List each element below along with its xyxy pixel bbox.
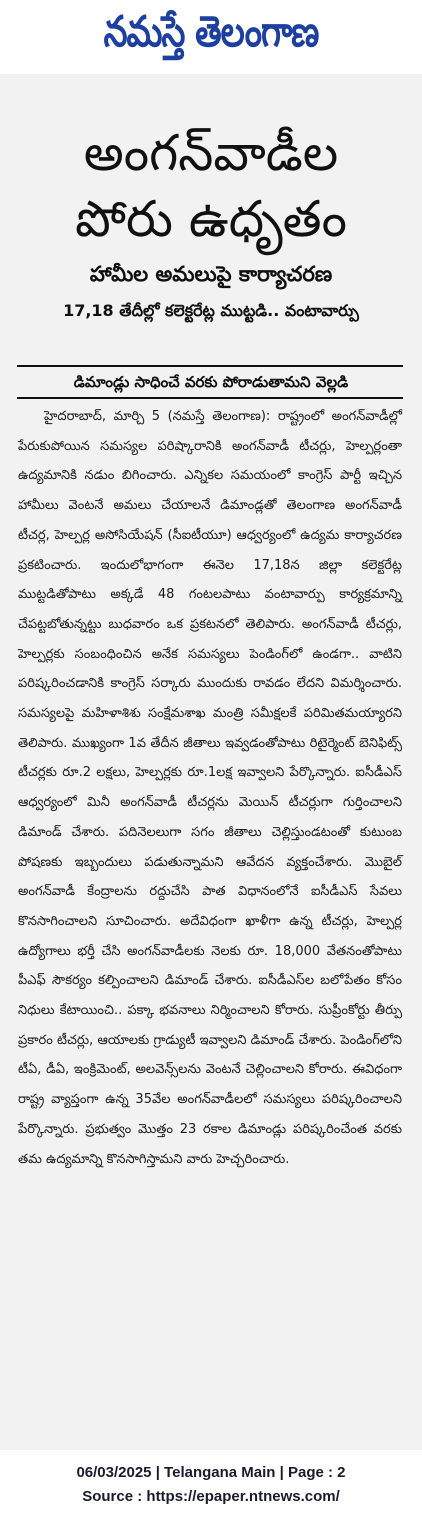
headline-line-2: పోరు ఉధృతం (75, 190, 347, 248)
subheadline-3: డిమాండ్లు సాధించే వరకు పోరాడుతామని వెల్లడి (73, 373, 349, 391)
footer-source-link[interactable]: Source : https://epaper.ntnews.com/ (82, 1488, 340, 1505)
divider-bottom (17, 397, 403, 399)
headline-line-1: అంగన్‌వాడీల (83, 124, 339, 182)
article-header (0, 120, 422, 328)
divider-top (17, 365, 403, 367)
article-body: హైదరాబాద్, మార్చి 5 (నమస్తే తెలంగాణ): రాష్ట్రంలో అంగన్‌వాడీల్లో పేరుకుపోయిన సమస్యల పరిష్కారానికి అంగన్‌వాడీ టీచర్లు, హెల్పర్లంతా ఉద్యమానికి నడుం బిగించారు. ఎన్నికల సమయంలో కాంగ్రెస్ పార్టీ ఇచ్చిన హామీలు వెంటనే అమలు చేయాలనే డిమాండ్లతో తెలంగాణ అంగన్‌వాడీ టీచర్ల, హెల్పర్ల అసోసియేషన్ (సీఐటీయూ) ఆధ్వర్యంలో ఉద్యమ కార్యాచరణ ప్రకటించారు. ఇందులోభాగంగా ఈనెల 17,18న జిల్లా కలెక్టరేట్ల ముట్టడితోపాటు అక్కడే 48 గంటలపాటు వంటావార్పు కార్యక్రమాన్ని చేపట్టబోతున్నట్టు బుధవారం ఒక ప్రకటనలో తెలిపారు. అంగన్‌వాడీ టీచర్లు, హెల్పర్లకు సంబంధించిన అనేక సమస్యలు పెండింగ్‌లో ఉండగా.. వాటిని పరిష్కరించడానికి కాంగ్రెస్ సర్కారు ముందుకు రావడం లేదని విమర్శించారు. సమస్యలపై మహిళాశిశు సంక్షేమశాఖ మంత్రి సమీక్షలకే పరిమితమయ్యారని తెలిపారు. ముఖ్యంగా 1వ తేదీన జీతాలు ఇవ్వడంతోపాటు రిటైర్మెంట్ బెనిఫిట్స్ టీచర్లకు రూ.2 లక్షలు, హెల్పర్లకు రూ.1లక్ష ఇవ్వాలని పేర్కొన్నారు. ఐసీడీఎస్ ఆధ్వర్యంలో మినీ అంగన్‌వాడీ టీచర్లను మెయిన్ టీచర్లుగా గుర్తించాలని డిమాండ్ చేశారు. పదినెలలుగా సగం జీతాలు చెల్లిస్తుండటంతో కుటుంబ పోషణకు ఇబ్బందులు పడుతున్నామని ఆవేదన వ్యక్తంచేశారు. మొబైల్ అంగన్‌వాడీ కేంద్రాలను రద్దుచేసి పాత విధానంలోనే ఐసీడీఎస్ సేవలు కొనసాగించాలని సూచించారు. అదేవిధంగా ఖాళీగా ఉన్న టీచర్లు, హెల్పర్ల ఉద్యోగాలు భర్తీ చేసి అంగన్‌వాడీలకు నెలకు రూ. 18,000 వేతనంతోపాటు పీఎఫ్ సౌకర్యం కల్పించాలని డిమాండ్ చేశారు. ఐసీడీఎస్‌ల బలోపేతం కోసం నిధులు కేటాయించి.. పక్కా భవనాలు నిర్మించాలని కోరారు. సుప్రీంకోర్టు తీర్పు ప్రకారం టీచర్లు, ఆయాలకు గ్రాడ్యుటీ ఇవ్వాలని డిమాండ్ చేశారు. పెండింగ్‌లోని టీఏ, డీఏ, ఇంక్రిమెంట్, అలవెన్స్‌లను వెంటనే చెల్లించాలని కోరారు. ఈవిధంగా రాష్ట్ర వ్యాప్తంగా ఉన్న 35వేల అంగన్‌వాడీలలో సమస్యలు పరిష్కరించాలని పేర్కొన్నారు. ప్రభుత్వం మొత్తం 23 రకాల డిమాండ్లు పరిష్కరించేంత వరకు తమ ఉద్యమాన్ని కొనసాగిస్తామని వారు హెచ్చరించారు. (18, 409, 402, 1167)
subheadline-1: హామీల అమలుపై కార్యాచరణ (89, 262, 333, 286)
masthead-logo: నమస్తే తెలంగాణ (103, 7, 319, 57)
subheadline-2: 17,18 తేదీల్లో కలెక్టరేట్ల ముట్టడి.. వంటావార్పు (63, 301, 359, 320)
masthead (0, 0, 422, 74)
footer-edition-info: 06/03/2025 | Telangana Main | Page : 2 (76, 1464, 346, 1481)
